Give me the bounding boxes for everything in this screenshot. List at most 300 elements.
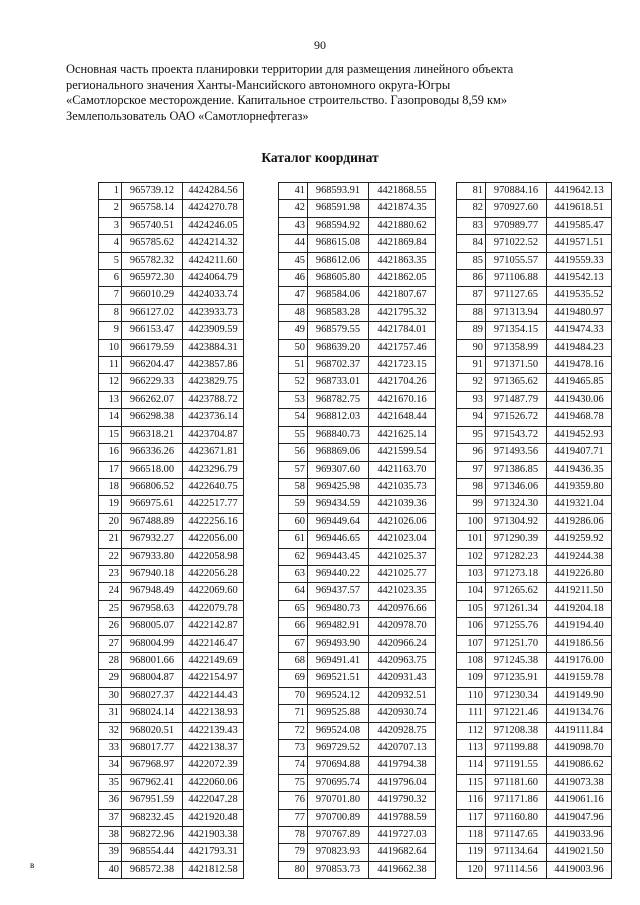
y-coordinate-cell: 4420930.74 — [369, 705, 436, 722]
point-number-cell: 117 — [457, 809, 486, 826]
point-number-cell: 5 — [99, 252, 122, 269]
table-row — [99, 409, 244, 426]
y-coordinate-cell: 4420707.13 — [369, 740, 436, 757]
x-coordinate-cell: 966806.52 — [122, 478, 183, 495]
point-number-cell: 24 — [99, 583, 122, 600]
table-row — [457, 722, 612, 739]
x-coordinate-cell: 966179.59 — [122, 339, 183, 356]
y-coordinate-cell: 4424033.74 — [183, 287, 244, 304]
y-coordinate-cell: 4419480.97 — [547, 304, 612, 321]
x-coordinate-cell: 968005.07 — [122, 618, 183, 635]
table-row — [457, 270, 612, 287]
table-row — [99, 513, 244, 530]
point-number-cell: 120 — [457, 861, 486, 878]
y-coordinate-cell: 4419796.04 — [369, 774, 436, 791]
point-number-cell: 20 — [99, 513, 122, 530]
point-number-cell: 1 — [99, 183, 122, 200]
x-coordinate-cell: 968232.45 — [122, 809, 183, 826]
y-coordinate-cell: 4419794.38 — [369, 757, 436, 774]
table-row — [457, 409, 612, 426]
x-coordinate-cell: 969446.65 — [308, 531, 369, 548]
point-number-cell: 54 — [279, 409, 308, 426]
point-number-cell: 33 — [99, 740, 122, 757]
table-row — [99, 374, 244, 391]
x-coordinate-cell: 966262.07 — [122, 391, 183, 408]
point-number-cell: 13 — [99, 391, 122, 408]
table-row — [279, 391, 436, 408]
x-coordinate-cell: 971251.70 — [486, 635, 547, 652]
table-row — [99, 496, 244, 513]
point-number-cell: 67 — [279, 635, 308, 652]
y-coordinate-cell: 4419244.38 — [547, 548, 612, 565]
table-row — [457, 600, 612, 617]
x-coordinate-cell: 971106.88 — [486, 270, 547, 287]
point-number-cell: 64 — [279, 583, 308, 600]
point-number-cell: 105 — [457, 600, 486, 617]
table-row — [457, 844, 612, 861]
table-row — [99, 687, 244, 704]
y-coordinate-cell: 4419086.62 — [547, 757, 612, 774]
x-coordinate-cell: 971324.30 — [486, 496, 547, 513]
y-coordinate-cell: 4421920.48 — [183, 809, 244, 826]
y-coordinate-cell: 4422517.77 — [183, 496, 244, 513]
table-row — [279, 200, 436, 217]
y-coordinate-cell: 4419535.52 — [547, 287, 612, 304]
y-coordinate-cell: 4419430.06 — [547, 391, 612, 408]
table-row — [99, 391, 244, 408]
table-row — [457, 287, 612, 304]
table-row — [457, 861, 612, 878]
header-line-3: «Самотлорское месторождение. Капитальное строительство. Газопроводы 8,59 км» — [66, 93, 508, 107]
point-number-cell: 22 — [99, 548, 122, 565]
point-number-cell: 7 — [99, 287, 122, 304]
x-coordinate-cell: 968004.99 — [122, 635, 183, 652]
x-coordinate-cell: 971346.06 — [486, 478, 547, 495]
point-number-cell: 48 — [279, 304, 308, 321]
x-coordinate-cell: 968579.55 — [308, 322, 369, 339]
y-coordinate-cell: 4421903.38 — [183, 827, 244, 844]
x-coordinate-cell: 969440.22 — [308, 565, 369, 582]
x-coordinate-cell: 970701.80 — [308, 792, 369, 809]
point-number-cell: 34 — [99, 757, 122, 774]
table-row — [279, 270, 436, 287]
point-number-cell: 115 — [457, 774, 486, 791]
x-coordinate-cell: 968840.73 — [308, 426, 369, 443]
y-coordinate-cell: 4419194.40 — [547, 618, 612, 635]
y-coordinate-cell: 4419226.80 — [547, 565, 612, 582]
y-coordinate-cell: 4419149.90 — [547, 687, 612, 704]
point-number-cell: 99 — [457, 496, 486, 513]
x-coordinate-cell: 971221.46 — [486, 705, 547, 722]
x-coordinate-cell: 971313.94 — [486, 304, 547, 321]
table-row — [279, 705, 436, 722]
table-row — [279, 548, 436, 565]
x-coordinate-cell: 968027.37 — [122, 687, 183, 704]
x-coordinate-cell: 971199.88 — [486, 740, 547, 757]
table-row — [457, 740, 612, 757]
table-row — [279, 600, 436, 617]
y-coordinate-cell: 4419134.76 — [547, 705, 612, 722]
y-coordinate-cell: 4424246.05 — [183, 217, 244, 234]
x-coordinate-cell: 971022.52 — [486, 235, 547, 252]
table-row — [457, 304, 612, 321]
x-coordinate-cell: 968812.03 — [308, 409, 369, 426]
table-row — [279, 565, 436, 582]
table-row — [457, 357, 612, 374]
table-row — [99, 548, 244, 565]
y-coordinate-cell: 4421035.73 — [369, 478, 436, 495]
x-coordinate-cell: 971147.65 — [486, 827, 547, 844]
table-row — [99, 444, 244, 461]
y-coordinate-cell: 4421807.67 — [369, 287, 436, 304]
table-row — [279, 409, 436, 426]
table-row — [279, 183, 436, 200]
table-row — [99, 339, 244, 356]
x-coordinate-cell: 971191.55 — [486, 757, 547, 774]
table-row — [457, 217, 612, 234]
table-row — [457, 809, 612, 826]
x-coordinate-cell: 971127.65 — [486, 287, 547, 304]
y-coordinate-cell: 4419186.56 — [547, 635, 612, 652]
table-row — [99, 600, 244, 617]
point-number-cell: 63 — [279, 565, 308, 582]
x-coordinate-cell: 967948.49 — [122, 583, 183, 600]
x-coordinate-cell: 968615.08 — [308, 235, 369, 252]
x-coordinate-cell: 969729.52 — [308, 740, 369, 757]
table-row — [457, 757, 612, 774]
point-number-cell: 42 — [279, 200, 308, 217]
y-coordinate-cell: 4419571.51 — [547, 235, 612, 252]
y-coordinate-cell: 4421862.05 — [369, 270, 436, 287]
point-number-cell: 17 — [99, 461, 122, 478]
y-coordinate-cell: 4419474.33 — [547, 322, 612, 339]
point-number-cell: 11 — [99, 357, 122, 374]
x-coordinate-cell: 970884.16 — [486, 183, 547, 200]
y-coordinate-cell: 4421599.54 — [369, 444, 436, 461]
x-coordinate-cell: 969525.88 — [308, 705, 369, 722]
y-coordinate-cell: 4419559.33 — [547, 252, 612, 269]
x-coordinate-cell: 966010.29 — [122, 287, 183, 304]
header-line-4: Землепользователь ОАО «Самотлорнефтегаз» — [66, 108, 309, 123]
point-number-cell: 9 — [99, 322, 122, 339]
x-coordinate-cell: 970853.73 — [308, 861, 369, 878]
point-number-cell: 100 — [457, 513, 486, 530]
point-number-cell: 21 — [99, 531, 122, 548]
table-row — [279, 827, 436, 844]
y-coordinate-cell: 4419465.85 — [547, 374, 612, 391]
table-row — [457, 687, 612, 704]
y-coordinate-cell: 4421670.16 — [369, 391, 436, 408]
x-coordinate-cell: 971290.39 — [486, 531, 547, 548]
y-coordinate-cell: 4419033.96 — [547, 827, 612, 844]
y-coordinate-cell: 4422079.78 — [183, 600, 244, 617]
point-number-cell: 50 — [279, 339, 308, 356]
x-coordinate-cell: 971487.79 — [486, 391, 547, 408]
x-coordinate-cell: 966298.38 — [122, 409, 183, 426]
y-coordinate-cell: 4419727.03 — [369, 827, 436, 844]
y-coordinate-cell: 4420928.75 — [369, 722, 436, 739]
x-coordinate-cell: 969524.12 — [308, 687, 369, 704]
x-coordinate-cell: 971365.62 — [486, 374, 547, 391]
table-row — [457, 461, 612, 478]
table-row — [99, 740, 244, 757]
x-coordinate-cell: 968612.06 — [308, 252, 369, 269]
point-number-cell: 97 — [457, 461, 486, 478]
y-coordinate-cell: 4419321.04 — [547, 496, 612, 513]
x-coordinate-cell: 971265.62 — [486, 583, 547, 600]
point-number-cell: 2 — [99, 200, 122, 217]
y-coordinate-cell: 4419662.38 — [369, 861, 436, 878]
catalog-title: Каталог координат — [261, 150, 379, 165]
point-number-cell: 58 — [279, 478, 308, 495]
point-number-cell: 15 — [99, 426, 122, 443]
point-number-cell: 103 — [457, 565, 486, 582]
y-coordinate-cell: 4423296.79 — [183, 461, 244, 478]
y-coordinate-cell: 4424284.56 — [183, 183, 244, 200]
coordinates-table-3 — [456, 182, 612, 879]
x-coordinate-cell: 968702.37 — [308, 357, 369, 374]
x-coordinate-cell: 969493.90 — [308, 635, 369, 652]
y-coordinate-cell: 4419286.06 — [547, 513, 612, 530]
page-number: 90 — [314, 38, 326, 52]
y-coordinate-cell: 4421704.26 — [369, 374, 436, 391]
table-row — [99, 652, 244, 669]
y-coordinate-cell: 4419359.80 — [547, 478, 612, 495]
y-coordinate-cell: 4419176.00 — [547, 652, 612, 669]
table-row — [99, 583, 244, 600]
y-coordinate-cell: 4424211.60 — [183, 252, 244, 269]
x-coordinate-cell: 966127.02 — [122, 304, 183, 321]
x-coordinate-cell: 971371.50 — [486, 357, 547, 374]
table-row — [99, 861, 244, 878]
point-number-cell: 95 — [457, 426, 486, 443]
x-coordinate-cell: 971114.56 — [486, 861, 547, 878]
point-number-cell: 29 — [99, 670, 122, 687]
table-row — [99, 792, 244, 809]
y-coordinate-cell: 4419204.18 — [547, 600, 612, 617]
point-number-cell: 66 — [279, 618, 308, 635]
point-number-cell: 86 — [457, 270, 486, 287]
x-coordinate-cell: 968554.44 — [122, 844, 183, 861]
x-coordinate-cell: 967962.41 — [122, 774, 183, 791]
table-row — [279, 287, 436, 304]
point-number-cell: 19 — [99, 496, 122, 513]
y-coordinate-cell: 4423736.14 — [183, 409, 244, 426]
x-coordinate-cell: 971245.38 — [486, 652, 547, 669]
y-coordinate-cell: 4421625.14 — [369, 426, 436, 443]
point-number-cell: 38 — [99, 827, 122, 844]
point-number-cell: 78 — [279, 827, 308, 844]
x-coordinate-cell: 970823.93 — [308, 844, 369, 861]
point-number-cell: 114 — [457, 757, 486, 774]
y-coordinate-cell: 4421874.35 — [369, 200, 436, 217]
table-row — [457, 339, 612, 356]
table-row — [457, 635, 612, 652]
table-row — [99, 565, 244, 582]
y-coordinate-cell: 4423857.86 — [183, 357, 244, 374]
x-coordinate-cell: 968782.75 — [308, 391, 369, 408]
table-row — [99, 757, 244, 774]
table-row — [279, 461, 436, 478]
y-coordinate-cell: 4423884.31 — [183, 339, 244, 356]
y-coordinate-cell: 4422047.28 — [183, 792, 244, 809]
point-number-cell: 49 — [279, 322, 308, 339]
table-row — [279, 217, 436, 234]
point-number-cell: 102 — [457, 548, 486, 565]
table-row — [279, 792, 436, 809]
point-number-cell: 31 — [99, 705, 122, 722]
table-row — [99, 461, 244, 478]
corner-mark: в — [30, 860, 35, 870]
x-coordinate-cell: 968024.14 — [122, 705, 183, 722]
x-coordinate-cell: 968004.87 — [122, 670, 183, 687]
point-number-cell: 119 — [457, 844, 486, 861]
point-number-cell: 43 — [279, 217, 308, 234]
x-coordinate-cell: 970989.77 — [486, 217, 547, 234]
point-number-cell: 83 — [457, 217, 486, 234]
point-number-cell: 51 — [279, 357, 308, 374]
table-row — [279, 757, 436, 774]
x-coordinate-cell: 967933.80 — [122, 548, 183, 565]
point-number-cell: 71 — [279, 705, 308, 722]
table-row — [99, 722, 244, 739]
table-row — [99, 183, 244, 200]
table-row — [457, 183, 612, 200]
x-coordinate-cell: 968594.92 — [308, 217, 369, 234]
x-coordinate-cell: 971282.23 — [486, 548, 547, 565]
table-row — [279, 722, 436, 739]
point-number-cell: 81 — [457, 183, 486, 200]
y-coordinate-cell: 4419542.13 — [547, 270, 612, 287]
y-coordinate-cell: 4422154.97 — [183, 670, 244, 687]
x-coordinate-cell: 969482.91 — [308, 618, 369, 635]
point-number-cell: 35 — [99, 774, 122, 791]
table-row — [279, 235, 436, 252]
x-coordinate-cell: 971273.18 — [486, 565, 547, 582]
table-row — [457, 235, 612, 252]
table-row — [99, 635, 244, 652]
y-coordinate-cell: 4419468.78 — [547, 409, 612, 426]
point-number-cell: 26 — [99, 618, 122, 635]
point-number-cell: 70 — [279, 687, 308, 704]
table-row — [457, 200, 612, 217]
point-number-cell: 53 — [279, 391, 308, 408]
x-coordinate-cell: 971354.15 — [486, 322, 547, 339]
y-coordinate-cell: 4421880.62 — [369, 217, 436, 234]
point-number-cell: 60 — [279, 513, 308, 530]
header-line-2: регионального значения Ханты-Мансийского автономного округа-Югры — [66, 77, 451, 92]
point-number-cell: 98 — [457, 478, 486, 495]
y-coordinate-cell: 4419452.93 — [547, 426, 612, 443]
x-coordinate-cell: 971171.86 — [486, 792, 547, 809]
point-number-cell: 30 — [99, 687, 122, 704]
table-row — [99, 705, 244, 722]
table-row — [99, 774, 244, 791]
table-row — [457, 444, 612, 461]
x-coordinate-cell: 967940.18 — [122, 565, 183, 582]
table-row — [457, 705, 612, 722]
point-number-cell: 52 — [279, 374, 308, 391]
x-coordinate-cell: 969449.64 — [308, 513, 369, 530]
table-row — [457, 670, 612, 687]
x-coordinate-cell: 969425.98 — [308, 478, 369, 495]
y-coordinate-cell: 4421793.31 — [183, 844, 244, 861]
table-row — [279, 618, 436, 635]
table-row — [279, 426, 436, 443]
table-row — [457, 565, 612, 582]
x-coordinate-cell: 969524.08 — [308, 722, 369, 739]
point-number-cell: 96 — [457, 444, 486, 461]
point-number-cell: 113 — [457, 740, 486, 757]
y-coordinate-cell: 4420966.24 — [369, 635, 436, 652]
table-row — [279, 478, 436, 495]
x-coordinate-cell: 967958.63 — [122, 600, 183, 617]
x-coordinate-cell: 970695.74 — [308, 774, 369, 791]
y-coordinate-cell: 4419407.71 — [547, 444, 612, 461]
y-coordinate-cell: 4422139.43 — [183, 722, 244, 739]
x-coordinate-cell: 971134.64 — [486, 844, 547, 861]
point-number-cell: 68 — [279, 652, 308, 669]
table-row — [279, 740, 436, 757]
table-row — [457, 792, 612, 809]
point-number-cell: 106 — [457, 618, 486, 635]
y-coordinate-cell: 4421723.15 — [369, 357, 436, 374]
y-coordinate-cell: 4420963.75 — [369, 652, 436, 669]
x-coordinate-cell: 967951.59 — [122, 792, 183, 809]
y-coordinate-cell: 4422144.43 — [183, 687, 244, 704]
y-coordinate-cell: 4423933.73 — [183, 304, 244, 321]
point-number-cell: 65 — [279, 600, 308, 617]
x-coordinate-cell: 968572.38 — [122, 861, 183, 878]
point-number-cell: 75 — [279, 774, 308, 791]
y-coordinate-cell: 4421648.44 — [369, 409, 436, 426]
y-coordinate-cell: 4421863.35 — [369, 252, 436, 269]
point-number-cell: 62 — [279, 548, 308, 565]
x-coordinate-cell: 969480.73 — [308, 600, 369, 617]
point-number-cell: 116 — [457, 792, 486, 809]
y-coordinate-cell: 4422072.39 — [183, 757, 244, 774]
y-coordinate-cell: 4423909.59 — [183, 322, 244, 339]
x-coordinate-cell: 971230.34 — [486, 687, 547, 704]
x-coordinate-cell: 968001.66 — [122, 652, 183, 669]
point-number-cell: 23 — [99, 565, 122, 582]
table-row — [99, 426, 244, 443]
point-number-cell: 39 — [99, 844, 122, 861]
point-number-cell: 80 — [279, 861, 308, 878]
table-row — [99, 478, 244, 495]
table-row — [457, 531, 612, 548]
x-coordinate-cell: 966204.47 — [122, 357, 183, 374]
x-coordinate-cell: 965782.32 — [122, 252, 183, 269]
table-row — [457, 548, 612, 565]
y-coordinate-cell: 4423788.72 — [183, 391, 244, 408]
table-row — [279, 496, 436, 513]
y-coordinate-cell: 4419585.47 — [547, 217, 612, 234]
y-coordinate-cell: 4419259.92 — [547, 531, 612, 548]
x-coordinate-cell: 969521.51 — [308, 670, 369, 687]
y-coordinate-cell: 4419061.16 — [547, 792, 612, 809]
point-number-cell: 18 — [99, 478, 122, 495]
y-coordinate-cell: 4422138.37 — [183, 740, 244, 757]
y-coordinate-cell: 4422069.60 — [183, 583, 244, 600]
x-coordinate-cell: 971160.80 — [486, 809, 547, 826]
y-coordinate-cell: 4419073.38 — [547, 774, 612, 791]
y-coordinate-cell: 4419436.35 — [547, 461, 612, 478]
x-coordinate-cell: 969491.41 — [308, 652, 369, 669]
point-number-cell: 111 — [457, 705, 486, 722]
point-number-cell: 41 — [279, 183, 308, 200]
y-coordinate-cell: 4419111.84 — [547, 722, 612, 739]
